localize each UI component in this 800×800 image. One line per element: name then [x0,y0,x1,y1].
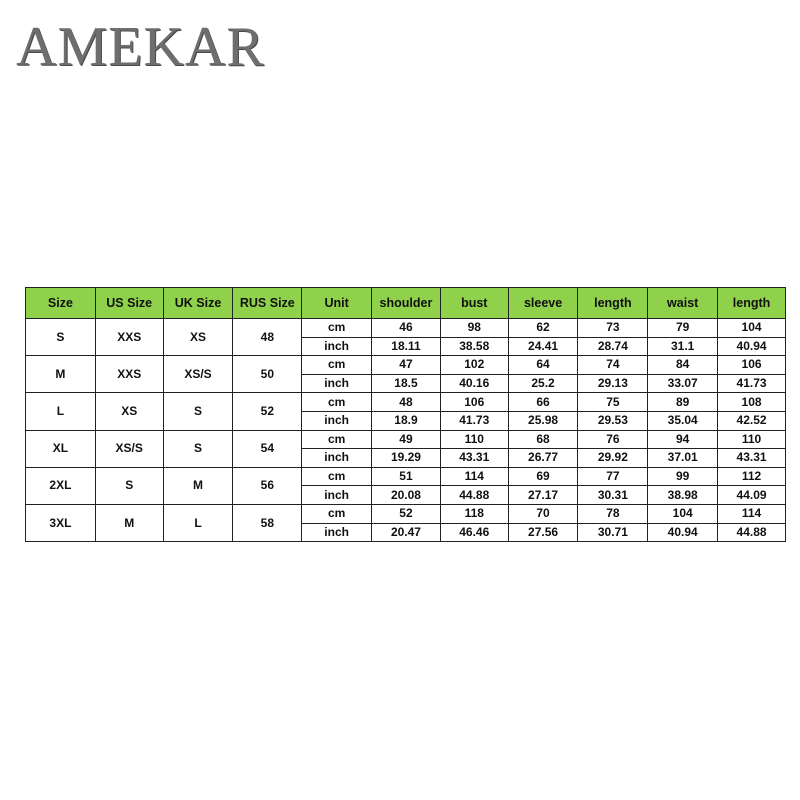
measurement-cell: 51 [372,467,441,486]
column-header: shoulder [372,288,441,319]
measurement-cell: 29.13 [578,374,648,393]
rus-size-cell: 52 [233,393,302,430]
size-chart-table [25,287,786,542]
measurement-cell: 20.47 [372,523,441,542]
measurement-cell: 108 [718,393,786,412]
column-header: length [718,288,786,319]
unit-cell: inch [302,523,372,542]
unit-cell: cm [302,504,372,523]
measurement-cell: 118 [440,504,508,523]
measurement-cell: 69 [508,467,578,486]
measurement-cell: 30.31 [578,486,648,505]
measurement-cell: 47 [372,356,441,375]
measurement-cell: 74 [578,356,648,375]
measurement-cell: 40.94 [648,523,718,542]
column-header: UK Size [163,288,233,319]
measurement-cell: 79 [648,319,718,338]
measurement-cell: 27.56 [508,523,578,542]
measurement-cell: 18.5 [372,374,441,393]
measurement-cell: 84 [648,356,718,375]
measurement-cell: 48 [372,393,441,412]
measurement-cell: 38.98 [648,486,718,505]
measurement-cell: 94 [648,430,718,449]
measurement-cell: 76 [578,430,648,449]
measurement-cell: 43.31 [440,449,508,468]
uk-size-cell: XS/S [163,356,233,393]
measurement-cell: 27.17 [508,486,578,505]
unit-cell: cm [302,356,372,375]
measurement-cell: 37.01 [648,449,718,468]
measurement-cell: 18.9 [372,411,441,430]
measurement-cell: 66 [508,393,578,412]
uk-size-cell: S [163,393,233,430]
column-header: length [578,288,648,319]
measurement-cell: 35.04 [648,411,718,430]
measurement-cell: 70 [508,504,578,523]
measurement-cell: 33.07 [648,374,718,393]
us-size-cell: XS/S [95,430,163,467]
measurement-cell: 29.92 [578,449,648,468]
rus-size-cell: 58 [233,504,302,541]
rus-size-cell: 56 [233,467,302,504]
measurement-cell: 99 [648,467,718,486]
size-cell: M [26,356,96,393]
measurement-cell: 18.11 [372,337,441,356]
measurement-cell: 30.71 [578,523,648,542]
table-body [26,319,786,542]
column-header: sleeve [508,288,578,319]
column-header: bust [440,288,508,319]
measurement-cell: 44.88 [440,486,508,505]
table-row [26,356,786,375]
size-cell: L [26,393,96,430]
measurement-cell: 19.29 [372,449,441,468]
measurement-cell: 24.41 [508,337,578,356]
table-row [26,504,786,523]
measurement-cell: 62 [508,319,578,338]
unit-cell: cm [302,319,372,338]
table-row [26,430,786,449]
unit-cell: inch [302,337,372,356]
measurement-cell: 73 [578,319,648,338]
column-header: US Size [95,288,163,319]
measurement-cell: 98 [440,319,508,338]
us-size-cell: S [95,467,163,504]
measurement-cell: 64 [508,356,578,375]
measurement-cell: 110 [440,430,508,449]
measurement-cell: 46.46 [440,523,508,542]
measurement-cell: 40.94 [718,337,786,356]
measurement-cell: 25.98 [508,411,578,430]
measurement-cell: 52 [372,504,441,523]
measurement-cell: 49 [372,430,441,449]
measurement-cell: 41.73 [718,374,786,393]
measurement-cell: 29.53 [578,411,648,430]
measurement-cell: 31.1 [648,337,718,356]
column-header: Size [26,288,96,319]
us-size-cell: M [95,504,163,541]
measurement-cell: 78 [578,504,648,523]
column-header: waist [648,288,718,319]
measurement-cell: 104 [718,319,786,338]
measurement-cell: 75 [578,393,648,412]
column-header: RUS Size [233,288,302,319]
table-row [26,319,786,338]
unit-cell: cm [302,467,372,486]
measurement-cell: 68 [508,430,578,449]
rus-size-cell: 50 [233,356,302,393]
header-row [26,288,786,319]
brand-logo: AMEKAR [16,16,265,78]
size-cell: S [26,319,96,356]
rus-size-cell: 54 [233,430,302,467]
measurement-cell: 106 [718,356,786,375]
unit-cell: inch [302,449,372,468]
measurement-cell: 102 [440,356,508,375]
rus-size-cell: 48 [233,319,302,356]
measurement-cell: 43.31 [718,449,786,468]
uk-size-cell: S [163,430,233,467]
us-size-cell: XXS [95,319,163,356]
measurement-cell: 26.77 [508,449,578,468]
measurement-cell: 104 [648,504,718,523]
unit-cell: cm [302,393,372,412]
measurement-cell: 41.73 [440,411,508,430]
measurement-cell: 42.52 [718,411,786,430]
table-row [26,467,786,486]
measurement-cell: 106 [440,393,508,412]
uk-size-cell: L [163,504,233,541]
uk-size-cell: XS [163,319,233,356]
size-cell: 2XL [26,467,96,504]
unit-cell: inch [302,486,372,505]
us-size-cell: XXS [95,356,163,393]
unit-cell: inch [302,374,372,393]
measurement-cell: 112 [718,467,786,486]
measurement-cell: 44.09 [718,486,786,505]
uk-size-cell: M [163,467,233,504]
table-row [26,393,786,412]
us-size-cell: XS [95,393,163,430]
unit-cell: inch [302,411,372,430]
measurement-cell: 77 [578,467,648,486]
unit-cell: cm [302,430,372,449]
measurement-cell: 114 [440,467,508,486]
measurement-cell: 89 [648,393,718,412]
measurement-cell: 38.58 [440,337,508,356]
size-cell: 3XL [26,504,96,541]
size-cell: XL [26,430,96,467]
measurement-cell: 20.08 [372,486,441,505]
measurement-cell: 44.88 [718,523,786,542]
column-header: Unit [302,288,372,319]
measurement-cell: 25.2 [508,374,578,393]
measurement-cell: 110 [718,430,786,449]
measurement-cell: 40.16 [440,374,508,393]
measurement-cell: 46 [372,319,441,338]
measurement-cell: 28.74 [578,337,648,356]
measurement-cell: 114 [718,504,786,523]
